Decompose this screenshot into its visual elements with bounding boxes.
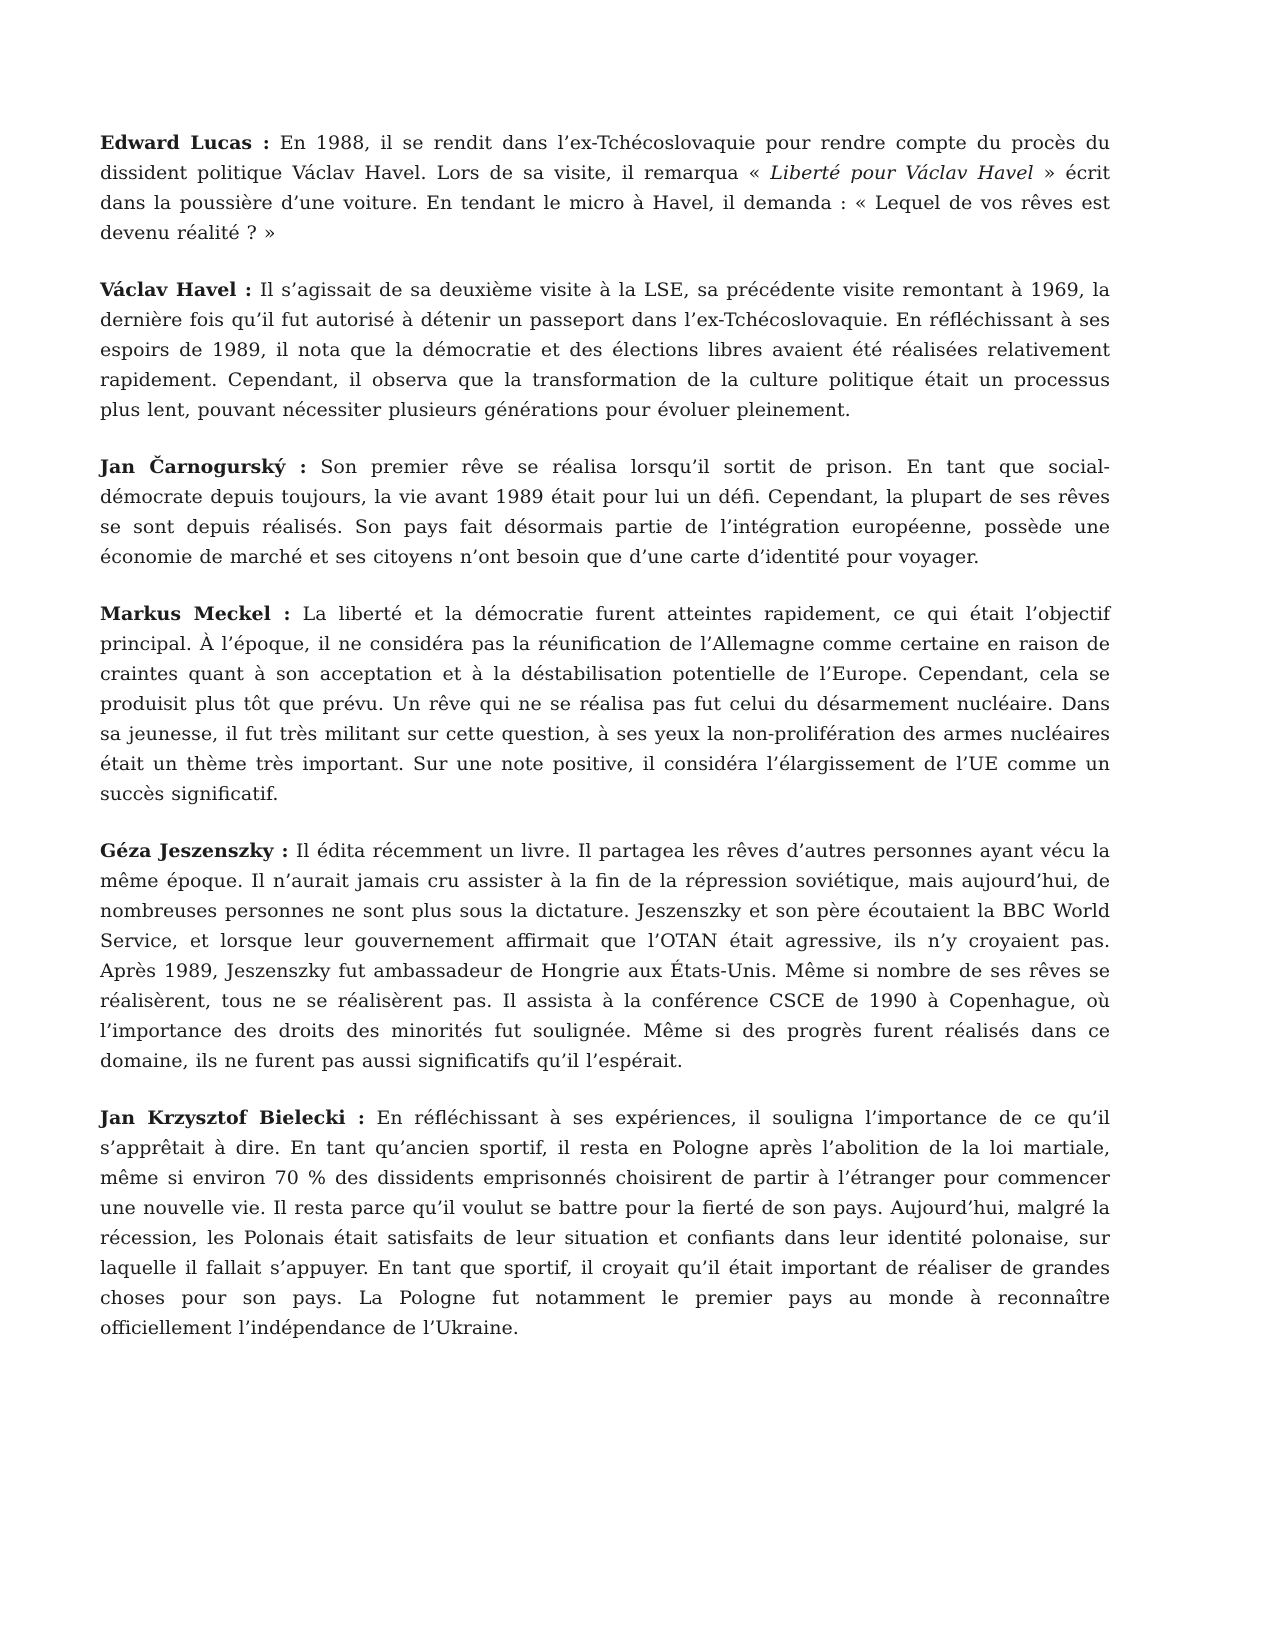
paragraph-text: Il édita récemment un livre. Il partagea les rêves d’autres personnes ayant vécu la même époque. Il n’aurait jamais cru assister à la fin de la répression soviétique, mais aujourd’hui, de nombreuses personnes ne sont plus sous la dictature. Jeszenszky et son père écoutaient la BBC World Service, et lorsque leur gouvernement affirmait que l’OTAN était agressive, ils n’y croyaient pas. Après 1989, Jeszenszky fut ambassadeur de Hongrie aux États-Unis. Même si nombre de ses rêves se réalisèrent, tous ne se réalisèrent pas. Il assista à la conférence CSCE de 1990 à Copenhague, où l’importance des droits des minorités fut soulignée. Même si des progrès furent réalisés dans ce domaine, ils ne furent pas aussi significatifs qu’il l’espérait. — [100, 840, 1110, 1072]
paragraph-text: La liberté et la démocratie furent atteintes rapidement, ce qui était l’objectif principal. À l’époque, il ne considéra pas la réunification de l’Allemagne comme certaine en raison de craintes quant à son acceptation et à la déstabilisation potentielle de l’Europe. Cependant, cela se produisit plus tôt que prévu. Un rêve qui ne se réalisa pas fut celui du désarmement nucléaire. Dans sa jeunesse, il fut très militant sur cette question, à ses yeux la non-prolifération des armes nucléaires était un thème très important. Sur une note positive, il considéra l’élargissement de l’UE comme un succès significatif. — [100, 603, 1110, 805]
speaker-paragraph — [100, 599, 1110, 809]
speaker-name: Edward Lucas : — [100, 132, 270, 154]
speaker-name: Géza Jeszenszky : — [100, 840, 289, 862]
italic-quote: Liberté pour Václav Havel — [770, 162, 1034, 184]
paragraph-text: Son premier rêve se réalisa lorsqu’il sortit de prison. En tant que social-démocrate depuis toujours, la vie avant 1989 était pour lui un défi. Cependant, la plupart de ses rêves se sont depuis réalisés. Son pays fait désormais partie de l’intégration européenne, possède une économie de marché et ses citoyens n’ont besoin que d’une carte d’identité pour voyager. — [100, 456, 1110, 568]
speaker-name: Václav Havel : — [100, 279, 252, 301]
speaker-paragraph — [100, 452, 1110, 572]
paragraph-text: En 1988, il se rendit dans l’ex-Tchécoslovaquie pour rendre compte du procès du dissident politique Václav Havel. Lors de sa visite, il remarqua « — [100, 132, 1110, 184]
paragraph-text: Il s’agissait de sa deuxième visite à la LSE, sa précédente visite remontant à 1969, la dernière fois qu’il fut autorisé à détenir un passeport dans l’ex-Tchécoslovaquie. En réfléchissant à ses espoirs de 1989, il nota que la démocratie et des élections libres avaient été réalisées relativement rapidement. Cependant, il observa que la transformation de la culture politique était un processus plus lent, pouvant nécessiter plusieurs générations pour évoluer pleinement. — [100, 279, 1110, 421]
paragraph-text: » écrit dans la poussière d’une voiture. En tendant le micro à Havel, il demanda : « Lequel de vos rêves est devenu réalité ? » — [100, 162, 1111, 244]
speaker-name: Jan Krzysztof Bielecki : — [100, 1107, 365, 1129]
paragraphs-container — [100, 128, 1110, 1343]
speaker-paragraph — [100, 275, 1110, 425]
paragraph-text: En réfléchissant à ses expériences, il souligna l’importance de ce qu’il s’apprêtait à dire. En tant qu’ancien sportif, il resta en Pologne après l’abolition de la loi martiale, même si environ 70 % des dissidents emprisonnés choisirent de partir à l’étranger pour commencer une nouvelle vie. Il resta parce qu’il voulut se battre pour la fierté de son pays. Aujourd’hui, malgré la récession, les Polonais était satisfaits de leur situation et confiants dans leur identité polonaise, sur laquelle il fallait s’appuyer. En tant que sportif, il croyait qu’il était important de réaliser de grandes choses pour son pays. La Pologne fut notamment le premier pays au monde à reconnaître officiellement l’indépendance de l’Ukraine. — [100, 1107, 1110, 1339]
speaker-paragraph — [100, 128, 1110, 248]
speaker-paragraph — [100, 1103, 1110, 1343]
speaker-name: Markus Meckel : — [100, 603, 291, 625]
speaker-paragraph — [100, 836, 1110, 1076]
speaker-name: Jan Čarnogurský : — [100, 456, 307, 478]
